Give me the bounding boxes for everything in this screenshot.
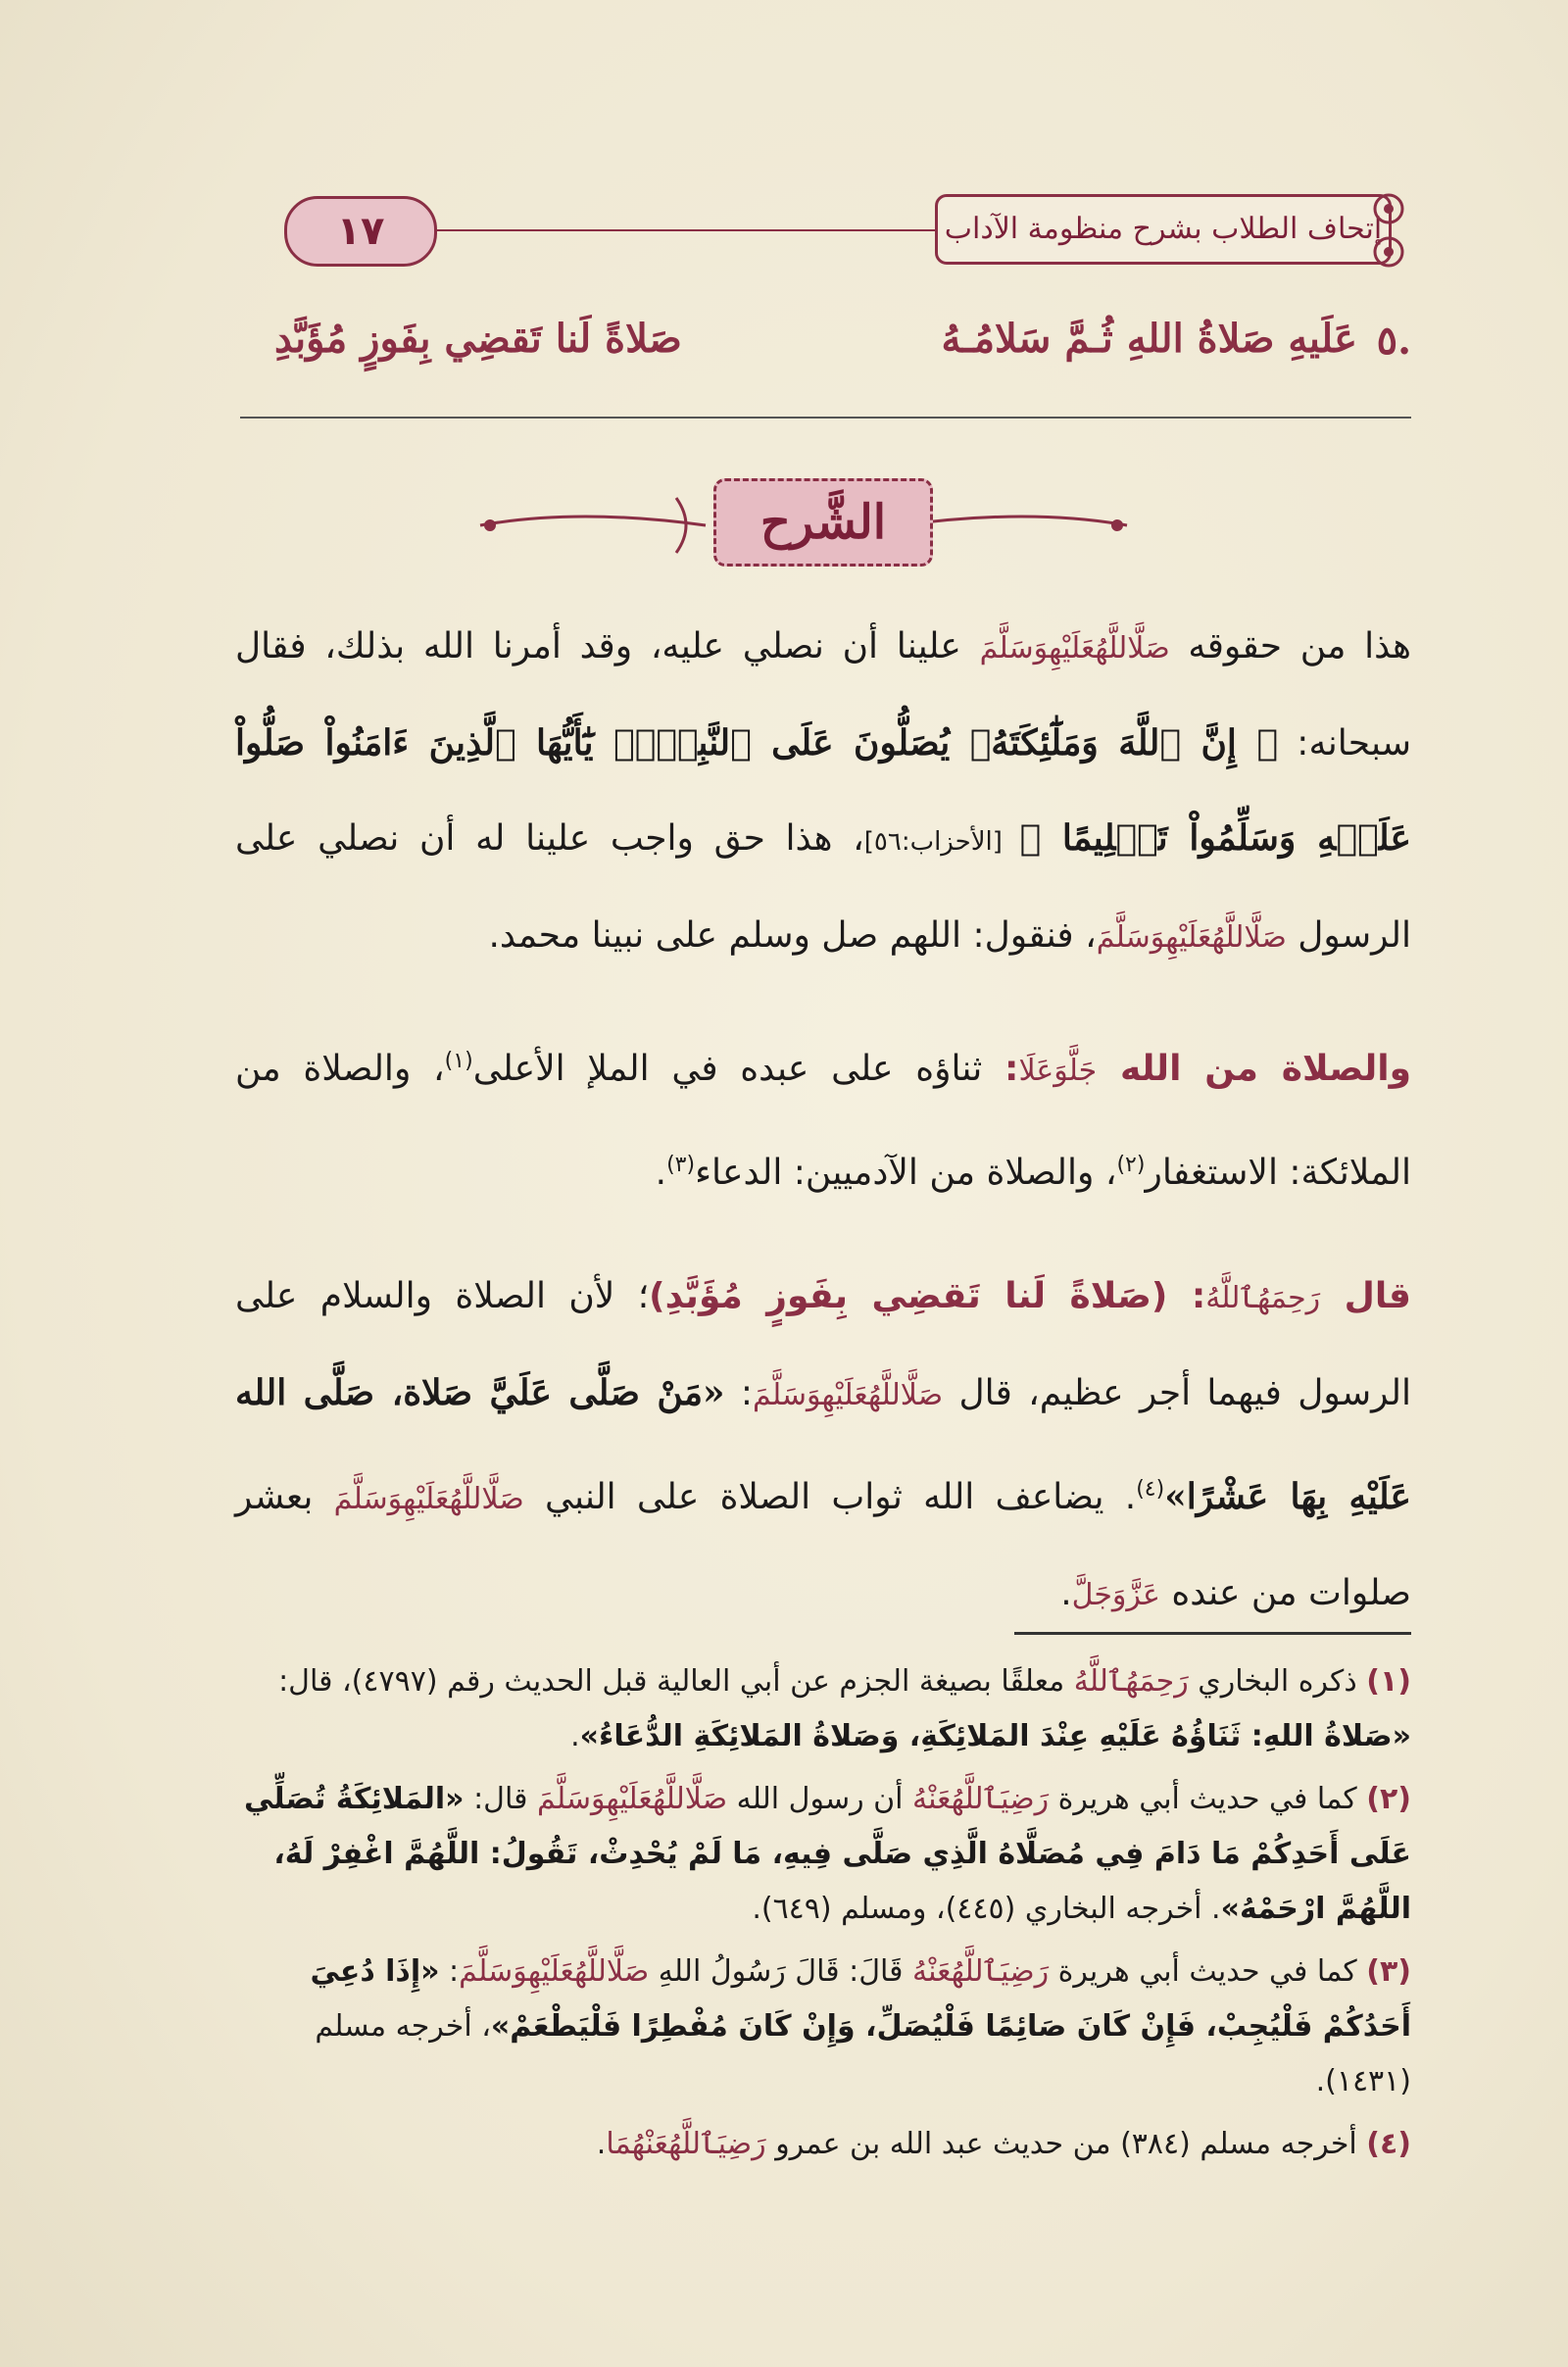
footnote [235,1772,1411,1937]
paragraph [235,1014,1411,1220]
quran-reference: [الأحزاب:٥٦] [863,827,1020,857]
text: ؛ لأن الصلاة والسلام على الرسول فيهما أجر عظيم، قال [235,1276,1411,1413]
text: . [1060,1573,1072,1613]
poem-verse [245,306,1411,384]
footnote-number: (٣) [1366,1954,1411,1989]
text: . أخرجه البخاري (٤٤٥)، ومسلم (٦٤٩). [752,1892,1221,1926]
text: ، والصلاة من الملائكة: الاستغفار [235,1049,1411,1193]
quote: «صَلاةُ اللهِ: ثَنَاؤُهُ عَلَيْهِ عِنْدَ المَلائِكَةِ، وَصَلاةُ المَلائِكَةِ الدُّعَاءُ» [579,1719,1411,1753]
text: ، هذا حق واجب علينا له أن نصلي على الرسول [235,818,1411,956]
footnote-ref[interactable]: (٣) [666,1153,696,1177]
text: ذكره البخاري [1188,1664,1357,1699]
text: . [596,2127,607,2161]
text: ، والصلاة من الآدميين: الدعاء [695,1153,1117,1193]
footnotes [235,1654,1411,2180]
footnote-number: (١) [1366,1664,1411,1699]
commentary-body [235,600,1411,1643]
text: بعشر صلوات من عنده [235,1477,1411,1613]
footnote-number: (٢) [1366,1782,1411,1816]
text: كما في حديث أبي هريرة [1049,1782,1357,1816]
honorific: رَضِيَٱللَّهُعَنْهُمَا [606,2127,766,2161]
ornament-icon [1368,188,1409,229]
text: هذا من حقوقه [1169,626,1411,666]
text: كما في حديث أبي هريرة [1049,1954,1357,1989]
text: قَالَ: قَالَ رَسُولُ اللهِ [649,1954,913,1989]
text: قال: [464,1782,537,1816]
quote: «المَلائِكَةُ تُصَلِّي عَلَى أَحَدِكُمْ مَا دَامَ فِي مُصَلَّاهُ الَّذِي صَلَّى فِيهِ، مَا لَمْ يُحْدِثْ، تَقُولُ: اللَّهُمَّ اغْفِرْ لَهُ، اللَّهُمَّ ارْحَمْهُ» [243,1782,1411,1926]
book-title: إتحاف الطلاب بشرح منظومة الآداب [935,194,1392,265]
hadith-quote: «مَنْ صَلَّى عَلَيَّ صَلاة، صَلَّى الله عَلَيْهِ بِهَا عَشْرًا» [235,1372,1412,1517]
footnote [235,1654,1411,1764]
verse-second-hemistich: صَلاةً لَنا تَقضِي بِفَوزٍ مُؤَبَّدِ [274,316,682,362]
verse-first-hemistich: عَلَيهِ صَلاةُ اللهِ ثُـمَّ سَلامُـهُ [941,316,1357,362]
honorific: صَلَّاللَّهُعَلَيْهِوَسَلَّمَ [753,1378,944,1412]
honorific: صَلَّاللَّهُعَلَيْهِوَسَلَّمَ [459,1954,650,1989]
ornament-icon [1368,231,1409,272]
honorific: عَزَّوَجَلَّ [1071,1578,1160,1612]
text: ثناؤه على عبده في الملإ الأعلى [472,1049,1005,1089]
paragraph [235,1250,1411,1643]
quote: «إِذَا دُعِيَ أَحَدُكُمْ فَلْيُجِبْ، فَإِنْ كَانَ صَائِمًا فَلْيُصَلِّ، وَإِنْ كَانَ مُفْطِرًا فَلْيَطْعَمْ» [310,1954,1411,2044]
footnote [235,2117,1411,2172]
honorific: صَلَّاللَّهُعَلَيْهِوَسَلَّمَ [979,631,1170,666]
lead-phrase: والصلاة من الله [1097,1049,1412,1089]
lead-phrase: قال [1320,1276,1411,1316]
quran-verse: ﴿ إِنَّ ٱللَّهَ وَمَلَٰٓئِكَتَهُۥ يُصَلُّونَ عَلَى ٱلنَّبِيِّۚ يَٰٓأَيُّهَا ٱلَّذِينَ ءَامَنُواْ صَلُّواْ عَلَيۡهِ وَسَلِّمُواْ تَسۡلِيمًا ﴾ [235,722,1412,859]
verse-number: ٥. [1376,318,1411,364]
honorific: رَحِمَهُٱللَّهُ [1205,1281,1321,1315]
honorific: صَلَّاللَّهُعَلَيْهِوَسَلَّمَ [1096,920,1287,955]
footnote-number: (٤) [1366,2127,1411,2161]
footnote-ref[interactable]: (٢) [1116,1153,1146,1177]
text: . يضاعف الله ثواب الصلاة على النبي [523,1477,1137,1517]
honorific: جَلَّوَعَلَا [1018,1054,1098,1088]
honorific: صَلَّاللَّهُعَلَيْهِوَسَلَّمَ [333,1482,524,1516]
text: . [570,1719,580,1753]
verse-divider [240,417,1411,419]
honorific: رَضِيَٱللَّهُعَنْهُ [912,1954,1050,1989]
paragraph [235,600,1411,985]
page-number: ١٧ [284,196,437,267]
text: : [724,1373,754,1413]
footnote-ref[interactable]: (٤) [1136,1477,1165,1502]
honorific: رَحِمَهُٱللَّهُ [1073,1664,1189,1699]
text: معلقًا بصيغة الجزم عن أبي العالية قبل الحديث رقم (٤٧٩٧)، قال: [278,1664,1074,1699]
text: أخرجه مسلم (٣٨٤) من حديث عبد الله بن عمرو [765,2127,1357,2161]
footnote-divider [1014,1632,1411,1635]
page-header [245,186,1411,274]
text: : [439,1954,460,1989]
text: ، أخرجه مسلم (١٤٣١). [315,2009,1411,2098]
text: . [655,1153,667,1193]
section-title: الشَّرح [713,478,933,567]
text: : [1004,1049,1019,1089]
verse-quote: : (صَلاةً لَنا تَقضِي بِفَوزٍ مُؤَبَّدِ) [649,1276,1206,1316]
honorific: صَلَّاللَّهُعَلَيْهِوَسَلَّمَ [537,1782,728,1816]
text: ، فنقول: اللهم صل وسلم على نبينا محمد. [488,915,1097,956]
text: علينا أن نصلي عليه، وقد أمرنا الله بذلك، فقال سبحانه: [235,626,1411,764]
footnote [235,1945,1411,2109]
text: أن رسول الله [727,1782,913,1816]
footnote-ref[interactable]: (١) [444,1049,473,1073]
honorific: رَضِيَٱللَّهُعَنْهُ [912,1782,1050,1816]
